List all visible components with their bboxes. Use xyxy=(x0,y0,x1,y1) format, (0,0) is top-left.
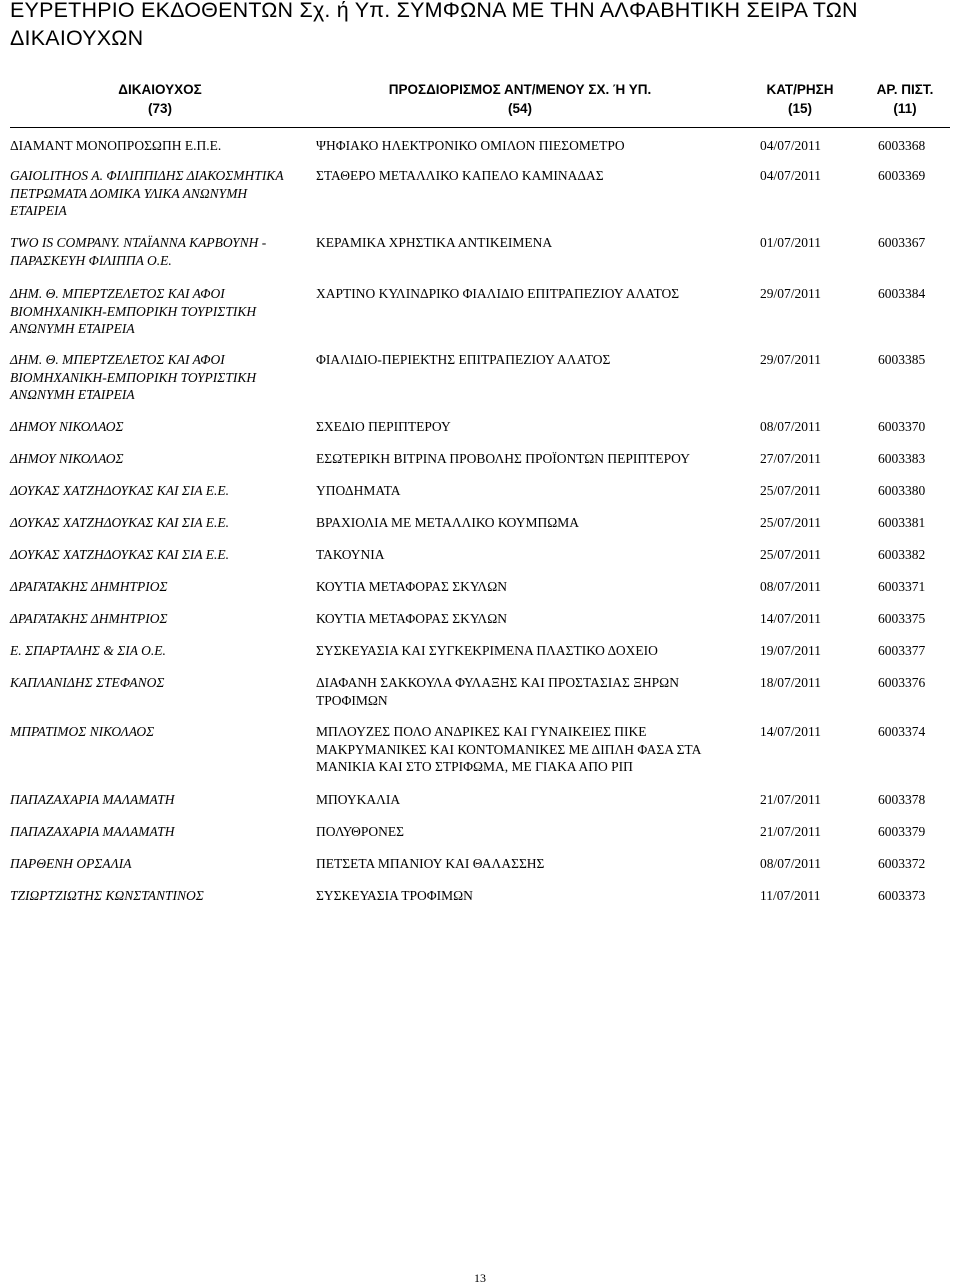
filing-date-cell: 25/07/2011 xyxy=(760,547,822,562)
cert-number-cell: 6003372 xyxy=(878,856,926,871)
header-description-label: ΠΡΟΣΔΙΟΡΙΣΜΟΣ ΑΝΤ/ΜΕΝΟΥ ΣΧ. Ή ΥΠ. xyxy=(388,82,652,97)
owner-cell: ΔΗΜΟΥ ΝΙΚΟΛΑΟΣ xyxy=(10,419,124,434)
header-owner-label: ΔΙΚΑΙΟΥΧΟΣ xyxy=(118,82,202,97)
cert-number-cell: 6003380 xyxy=(878,483,926,498)
cert-number-cell: 6003368 xyxy=(878,138,926,153)
owner-cell: ΜΠΡΑΤΙΜΟΣ ΝΙΚΟΛΑΟΣ xyxy=(10,724,155,739)
cert-number-cell: 6003378 xyxy=(878,792,926,807)
cert-number-cell: 6003382 xyxy=(878,547,926,562)
cert-number-cell: 6003371 xyxy=(878,579,926,594)
cert-number-cell: 6003385 xyxy=(878,352,926,367)
page-title: ΕΥΡΕΤΗΡΙΟ ΕΚΔΟΘΕΝΤΩΝ Σχ. ή Υπ. ΣΥΜΦΩΝΑ ΜΕ ΤΗΝ ΑΛΦΑΒΗΤΙΚΗ ΣΕΙΡΑ ΤΩΝ ΔΙΚΑΙΟΥΧΩΝ xyxy=(10,0,858,50)
description-cell: ΣΧΕΔΙΟ ΠΕΡΙΠΤΕΡΟΥ xyxy=(316,419,451,434)
filing-date-cell: 19/07/2011 xyxy=(760,643,822,658)
owner-cell: ΔΗΜ. Θ. ΜΠΕΡΤΖΕΛΕΤΟΣ ΚΑΙ ΑΦΟΙ ΒΙΟΜΗΧΑΝΙΚΗ-ΕΜΠΟΡΙΚΗ ΤΟΥΡΙΣΤΙΚΗ ΑΝΩΝΥΜΗ ΕΤΑΙΡΕΙΑ xyxy=(10,352,257,402)
cert-number-cell: 6003373 xyxy=(878,888,926,903)
description-cell: ΠΟΛΥΘΡΟΝΕΣ xyxy=(316,824,405,839)
filing-date-cell: 29/07/2011 xyxy=(760,286,822,301)
description-cell: ΣΥΣΚΕΥΑΣΙΑ ΤΡΟΦΙΜΩΝ xyxy=(316,888,473,903)
cert-number-cell: 6003377 xyxy=(878,643,926,658)
owner-cell: ΔΟΥΚΑΣ ΧΑΤΖΗΔΟΥΚΑΣ ΚΑΙ ΣΙΑ Ε.Ε. xyxy=(10,483,230,498)
description-cell: ΚΟΥΤΙΑ ΜΕΤΑΦΟΡΑΣ ΣΚΥΛΩΝ xyxy=(316,579,507,594)
description-cell: ΚΕΡΑΜΙΚΑ ΧΡΗΣΤΙΚΑ ΑΝΤΙΚΕΙΜΕΝΑ xyxy=(316,235,553,250)
header-description-code: (54) xyxy=(507,101,532,116)
filing-date-cell: 01/07/2011 xyxy=(760,235,822,250)
cert-number-cell: 6003379 xyxy=(878,824,926,839)
description-cell: ΚΟΥΤΙΑ ΜΕΤΑΦΟΡΑΣ ΣΚΥΛΩΝ xyxy=(316,611,507,626)
filing-date-cell: 18/07/2011 xyxy=(760,675,822,690)
filing-date-cell: 21/07/2011 xyxy=(760,824,822,839)
description-cell: ΤΑΚΟΥΝΙΑ xyxy=(316,547,385,562)
owner-cell: ΔΙΑΜΑΝΤ ΜΟΝΟΠΡΟΣΩΠΗ Ε.Π.Ε. xyxy=(10,138,222,153)
owner-cell: ΔΡΑΓΑΤΑΚΗΣ ΔΗΜΗΤΡΙΟΣ xyxy=(10,611,168,626)
filing-date-cell: 29/07/2011 xyxy=(760,352,822,367)
owner-cell: ΔΡΑΓΑΤΑΚΗΣ ΔΗΜΗΤΡΙΟΣ xyxy=(10,579,168,594)
description-cell: ΧΑΡΤΙΝΟ ΚΥΛΙΝΔΡΙΚΟ ΦΙΑΛΙΔΙΟ ΕΠΙΤΡΑΠΕΖΙΟΥ ΑΛΑΤΟΣ xyxy=(316,286,680,301)
header-cert-number-label: ΑΡ. ΠΙΣΤ. xyxy=(876,82,934,97)
filing-date-cell: 14/07/2011 xyxy=(760,724,822,739)
cert-number-cell: 6003376 xyxy=(878,675,926,690)
cert-number-cell: 6003370 xyxy=(878,419,926,434)
owner-cell: ΔΟΥΚΑΣ ΧΑΤΖΗΔΟΥΚΑΣ ΚΑΙ ΣΙΑ Ε.Ε. xyxy=(10,547,230,562)
description-cell: ΣΥΣΚΕΥΑΣΙΑ ΚΑΙ ΣΥΓΚΕΚΡΙΜΕΝΑ ΠΛΑΣΤΙΚΟ ΔΟΧΕΙΟ xyxy=(316,643,658,658)
owner-cell: Ε. ΣΠΑΡΤΑΛΗΣ & ΣΙΑ Ο.Ε. xyxy=(10,643,166,658)
owner-cell: TWO IS COMPANY. ΝΤΑΪΑΝΝΑ ΚΑΡΒΟΥΝΗ - ΠΑΡΑΣΚΕΥΗ ΦΙΛΙΠΠΑ Ο.Ε. xyxy=(10,235,267,268)
cert-number-cell: 6003374 xyxy=(878,724,926,739)
filing-date-cell: 08/07/2011 xyxy=(760,419,822,434)
filing-date-cell: 04/07/2011 xyxy=(760,138,822,153)
page-number: 13 xyxy=(474,1271,486,1285)
owner-cell: ΔΗΜ. Θ. ΜΠΕΡΤΖΕΛΕΤΟΣ ΚΑΙ ΑΦΟΙ ΒΙΟΜΗΧΑΝΙΚΗ-ΕΜΠΟΡΙΚΗ ΤΟΥΡΙΣΤΙΚΗ ΑΝΩΝΥΜΗ ΕΤΑΙΡΕΙΑ xyxy=(10,286,257,336)
cert-number-cell: 6003367 xyxy=(878,235,926,250)
cert-number-cell: 6003384 xyxy=(878,286,926,301)
cert-number-cell: 6003381 xyxy=(878,515,926,530)
description-cell: ΕΣΩΤΕΡΙΚΗ ΒΙΤΡΙΝΑ ΠΡΟΒΟΛΗΣ ΠΡΟΪΟΝΤΩΝ ΠΕΡΙΠΤΕΡΟΥ xyxy=(316,451,691,466)
filing-date-cell: 08/07/2011 xyxy=(760,579,822,594)
owner-cell: ΔΟΥΚΑΣ ΧΑΤΖΗΔΟΥΚΑΣ ΚΑΙ ΣΙΑ Ε.Ε. xyxy=(10,515,230,530)
description-cell: ΜΠΟΥΚΑΛΙΑ xyxy=(316,792,401,807)
description-cell: ΜΠΛΟΥΖΕΣ ΠΟΛΟ ΑΝΔΡΙΚΕΣ ΚΑΙ ΓΥΝΑΙΚΕΙΕΣ ΠΙΚΕ ΜΑΚΡΥΜΑΝΙΚΕΣ ΚΑΙ ΚΟΝΤΟΜΑΝΙΚΕΣ ΜΕ ΔΙΠΛΗ ΦΑΣΑ ΣΤΑ ΜΑΝΙΚΙΑ ΚΑΙ ΣΤΟ ΣΤΡΙΦΩΜΑ, ΜΕ ΓΙΑΚΑ ΑΠΟ ΡΙΠ xyxy=(316,724,701,774)
owner-cell: ΔΗΜΟΥ ΝΙΚΟΛΑΟΣ xyxy=(10,451,124,466)
header-cert-number-code: (11) xyxy=(893,101,917,116)
description-cell: ΨΗΦΙΑΚΟ ΗΛΕΚΤΡΟΝΙΚΟ ΟΜΙΛΟΝ ΠΙΕΣΟΜΕΤΡΟ xyxy=(316,138,625,153)
header-owner-code: (73) xyxy=(147,101,172,116)
owner-cell: ΠΑΠΑΖΑΧΑΡΙΑ ΜΑΛΑΜΑΤΗ xyxy=(10,792,175,807)
cert-number-cell: 6003369 xyxy=(878,168,926,183)
filing-date-cell: 21/07/2011 xyxy=(760,792,822,807)
description-cell: ΔΙΑΦΑΝΗ ΣΑΚΚΟΥΛΑ ΦΥΛΑΞΗΣ ΚΑΙ ΠΡΟΣΤΑΣΙΑΣ ΞΗΡΩΝ ΤΡΟΦΙΜΩΝ xyxy=(316,675,679,708)
header-filing-code: (15) xyxy=(787,101,812,116)
cert-number-cell: 6003383 xyxy=(878,451,926,466)
description-cell: ΣΤΑΘΕΡΟ ΜΕΤΑΛΛΙΚΟ ΚΑΠΕΛΟ ΚΑΜΙΝΑΔΑΣ xyxy=(316,168,604,183)
cert-number-cell: 6003375 xyxy=(878,611,926,626)
owner-cell: ΤΖΙΩΡΤΖΙΩΤΗΣ ΚΩΝΣΤΑΝΤΙΝΟΣ xyxy=(10,888,204,903)
owner-cell: GAIOLITHOS Α. ΦΙΛΙΠΠΙΔΗΣ ΔΙΑΚΟΣΜΗΤΙΚΑ ΠΕΤΡΩΜΑΤΑ ΔΟΜΙΚΑ ΥΛΙΚΑ ΑΝΩΝΥΜΗ ΕΤΑΙΡΕΙΑ xyxy=(10,168,284,218)
filing-date-cell: 11/07/2011 xyxy=(760,888,821,903)
header-filing-label: ΚΑΤ/ΡΗΣΗ xyxy=(766,82,834,97)
owner-cell: ΠΑΡΘΕΝΗ ΟΡΣΑΛΙΑ xyxy=(10,856,132,871)
description-cell: ΥΠΟΔΗΜΑΤΑ xyxy=(316,483,401,498)
filing-date-cell: 25/07/2011 xyxy=(760,515,822,530)
owner-cell: ΠΑΠΑΖΑΧΑΡΙΑ ΜΑΛΑΜΑΤΗ xyxy=(10,824,175,839)
filing-date-cell: 14/07/2011 xyxy=(760,611,822,626)
filing-date-cell: 04/07/2011 xyxy=(760,168,822,183)
filing-date-cell: 25/07/2011 xyxy=(760,483,822,498)
description-cell: ΒΡΑΧΙΟΛΙΑ ΜΕ ΜΕΤΑΛΛΙΚΟ ΚΟΥΜΠΩΜΑ xyxy=(316,515,580,530)
owner-cell: ΚΑΠΛΑΝΙΔΗΣ ΣΤΕΦΑΝΟΣ xyxy=(10,675,165,690)
description-cell: ΦΙΑΛΙΔΙΟ-ΠΕΡΙΕΚΤΗΣ ΕΠΙΤΡΑΠΕΖΙΟΥ ΑΛΑΤΟΣ xyxy=(316,352,611,367)
description-cell: ΠΕΤΣΕΤΑ ΜΠΑΝΙΟΥ ΚΑΙ ΘΑΛΑΣΣΗΣ xyxy=(316,856,545,871)
filing-date-cell: 08/07/2011 xyxy=(760,856,822,871)
filing-date-cell: 27/07/2011 xyxy=(760,451,822,466)
